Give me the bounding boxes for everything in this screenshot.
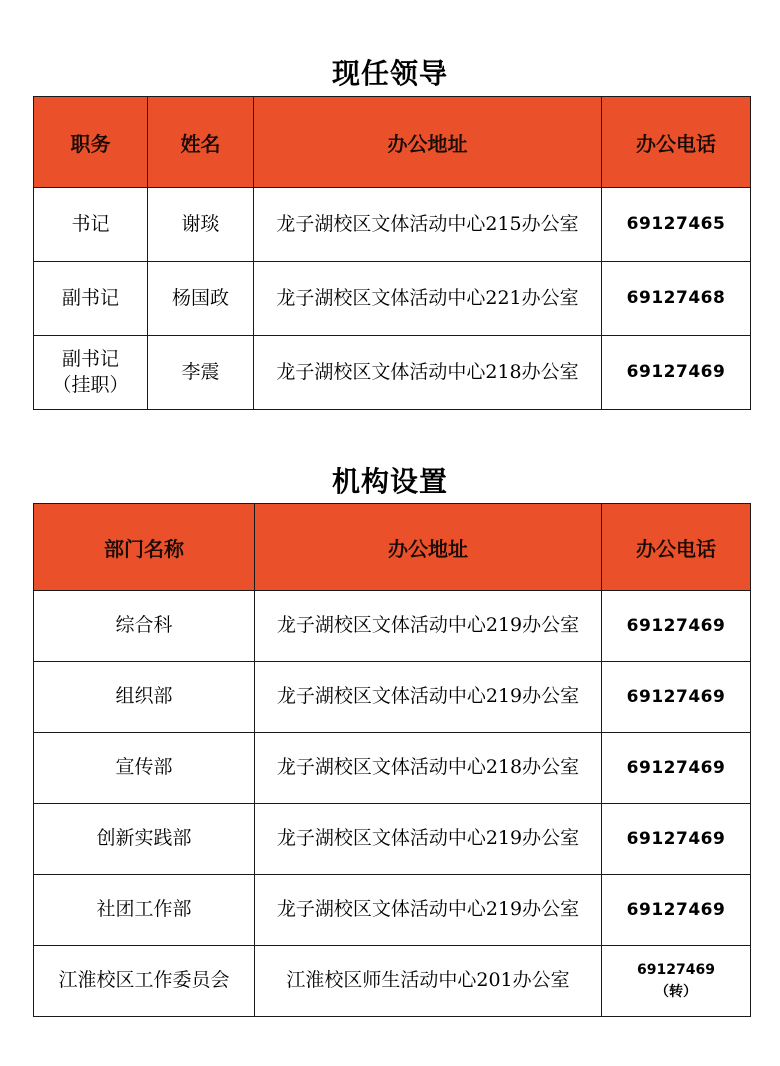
dept-address: 龙子湖校区文体活动中心219办公室 <box>255 804 602 875</box>
leader-name: 李震 <box>148 336 254 410</box>
dept-phone-note: （转） <box>655 984 697 1000</box>
departments-title: 机构设置 <box>331 465 448 498</box>
dept-name: 江淮校区工作委员会 <box>34 946 255 1017</box>
dept-name: 宣传部 <box>34 733 255 804</box>
leader-position: 副书记 <box>61 347 119 370</box>
header-name: 姓名 <box>148 97 254 188</box>
leaders-table <box>33 96 751 410</box>
leader-phone: 69127465 <box>602 188 751 262</box>
leader-name: 杨国政 <box>148 262 254 336</box>
leader-phone: 69127469 <box>602 336 751 410</box>
table-row <box>34 804 751 875</box>
table-row <box>34 946 751 1017</box>
dept-phone: 69127469 <box>602 591 751 662</box>
dept-phone: 69127469 <box>602 733 751 804</box>
dept-name: 综合科 <box>34 591 255 662</box>
dept-phone: 69127469 <box>637 961 715 978</box>
header-phone: 办公电话 <box>602 97 751 188</box>
header-address: 办公地址 <box>255 504 602 591</box>
table-header-row <box>34 504 751 591</box>
dept-name: 组织部 <box>34 662 255 733</box>
table-row <box>34 591 751 662</box>
leader-address: 龙子湖校区文体活动中心218办公室 <box>254 336 602 410</box>
dept-address: 龙子湖校区文体活动中心219办公室 <box>255 875 602 946</box>
leader-position: 书记 <box>34 188 148 262</box>
leader-position-note: （挂职） <box>52 373 129 396</box>
dept-phone-cell <box>602 946 751 1017</box>
dept-phone: 69127469 <box>602 662 751 733</box>
table-row <box>34 262 751 336</box>
dept-address: 江淮校区师生活动中心201办公室 <box>255 946 602 1017</box>
table-row <box>34 336 751 410</box>
table-row <box>34 662 751 733</box>
dept-address: 龙子湖校区文体活动中心219办公室 <box>255 662 602 733</box>
header-address: 办公地址 <box>254 97 602 188</box>
table-header-row <box>34 97 751 188</box>
leader-address: 龙子湖校区文体活动中心221办公室 <box>254 262 602 336</box>
dept-name: 社团工作部 <box>34 875 255 946</box>
dept-address: 龙子湖校区文体活动中心218办公室 <box>255 733 602 804</box>
table-row <box>34 188 751 262</box>
header-position: 职务 <box>34 97 148 188</box>
header-dept-name: 部门名称 <box>34 504 255 591</box>
table-row <box>34 875 751 946</box>
leaders-title: 现任领导 <box>331 57 448 90</box>
dept-address: 龙子湖校区文体活动中心219办公室 <box>255 591 602 662</box>
header-phone: 办公电话 <box>602 504 751 591</box>
dept-phone: 69127469 <box>602 875 751 946</box>
leader-position: 副书记 <box>34 262 148 336</box>
leader-phone: 69127468 <box>602 262 751 336</box>
leader-position-cell <box>34 336 148 410</box>
dept-phone: 69127469 <box>602 804 751 875</box>
dept-name: 创新实践部 <box>34 804 255 875</box>
leader-address: 龙子湖校区文体活动中心215办公室 <box>254 188 602 262</box>
leader-name: 谢琰 <box>148 188 254 262</box>
departments-table <box>33 503 751 1017</box>
table-row <box>34 733 751 804</box>
